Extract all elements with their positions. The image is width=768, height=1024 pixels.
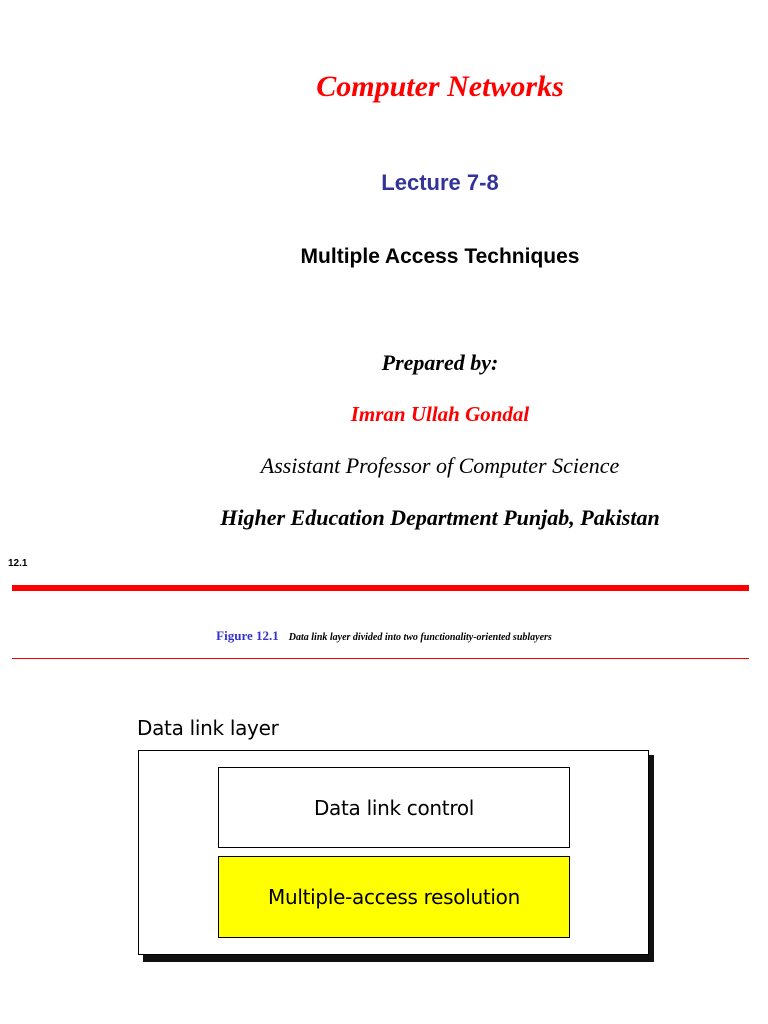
slide-title: Computer Networks xyxy=(316,70,564,103)
data-link-control-box xyxy=(218,767,570,848)
caption-divider xyxy=(12,658,749,659)
author-position: Assistant Professor of Computer Science xyxy=(260,453,620,478)
author-name: Imran Ullah Gondal xyxy=(350,402,530,426)
figure-label: Figure 12.1 xyxy=(216,628,279,643)
slide-subtitle: Multiple Access Techniques xyxy=(300,245,580,268)
prepared-by-label: Prepared by: xyxy=(381,350,499,375)
multiple-access-resolution-box xyxy=(218,856,570,938)
author-department: Higher Education Department Punjab, Pakistan xyxy=(220,505,660,530)
data-link-control-label: Data link control xyxy=(313,795,475,820)
figure-description: Data link layer divided into two functionality-oriented sublayers xyxy=(288,632,552,643)
data-link-layer-label: Data link layer xyxy=(137,716,279,740)
top-divider xyxy=(12,585,749,591)
multiple-access-resolution-label: Multiple-access resolution xyxy=(268,885,520,909)
slide-number: 12.1 xyxy=(8,558,28,569)
figure-caption xyxy=(0,627,768,645)
lecture-number: Lecture 7-8 xyxy=(381,170,499,195)
